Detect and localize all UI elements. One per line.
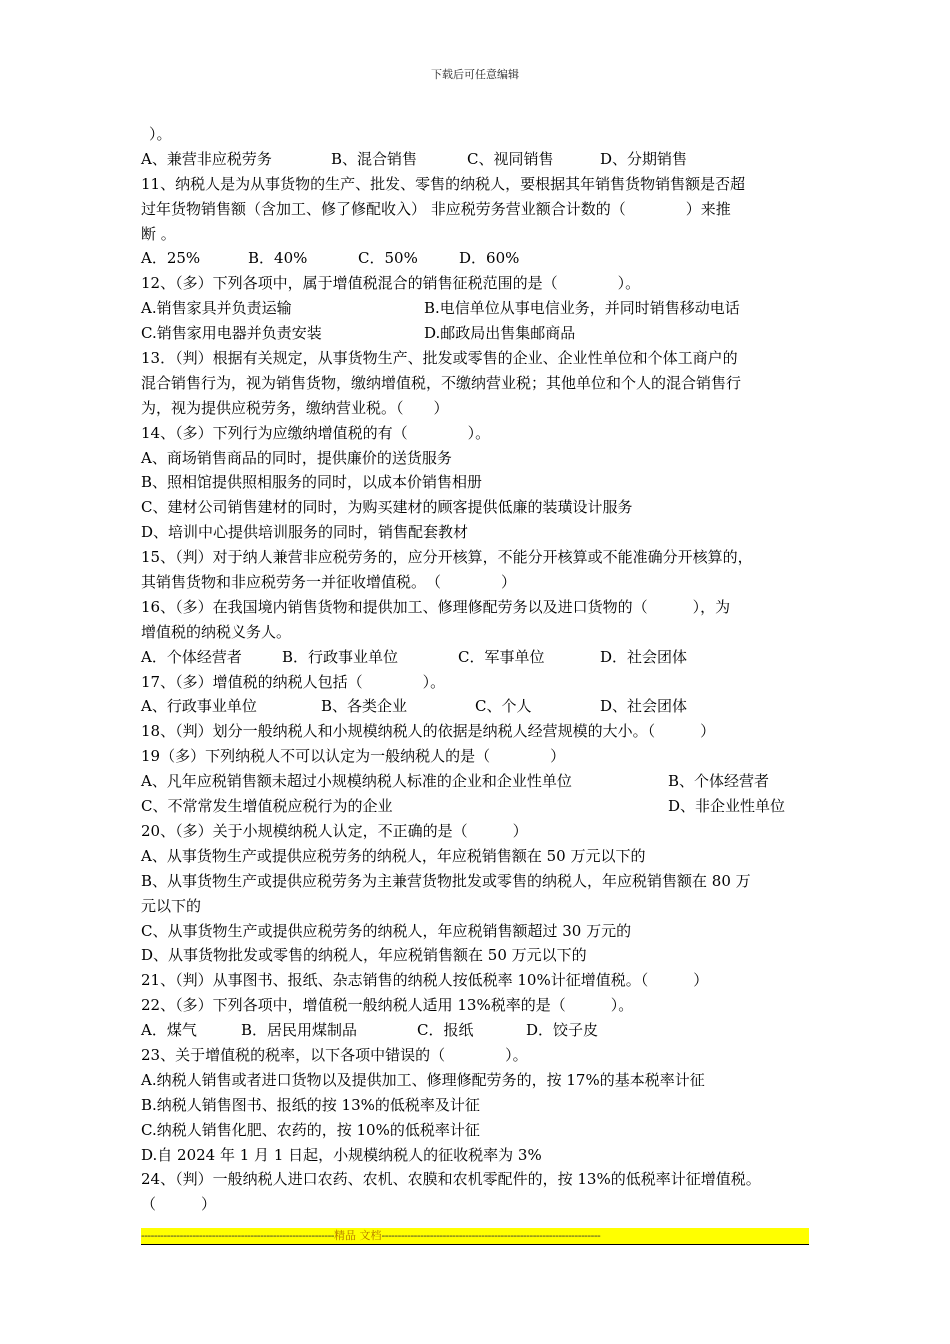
option-d: D．社会团体 (600, 647, 688, 666)
option-c: C.销售家用电器并负责安装 (141, 324, 322, 343)
option-c: C．报纸 (417, 1021, 474, 1040)
question-line: 18、（判）划分一般纳税人和小规模纳税人的依据是纳税人经营规模的大小。（ ） (141, 722, 716, 741)
option-c: C、视同销售 (467, 149, 554, 168)
option-line: C、建材公司销售建材的同时，为购买建材的顾客提供低廉的装璜设计服务 (141, 498, 633, 517)
question-line: 12、（多）下列各项中，属于增值税混合的销售征税范围的是（ ）。 (141, 274, 641, 293)
option-a: A、凡年应税销售额未超过小规模纳税人标准的企业和企业性单位 (141, 772, 572, 791)
option-line: B、从事货物生产或提供应税劳务为主兼营货物批发或零售的纳税人，年应税销售额在 80 万 (141, 871, 751, 890)
option-line: B.纳税人销售图书、报纸的按 13%的低税率及计征 (141, 1095, 480, 1114)
options-row (141, 645, 821, 670)
question-line: 14、（多）下列行为应缴纳增值税的有（ ）。 (141, 423, 491, 442)
options-row (141, 147, 821, 172)
option-a: A、兼营非应税劳务 (141, 149, 272, 168)
question-line: 17、（多）增值税的纳税人包括（ ）。 (141, 672, 446, 691)
option-b: B.电信单位从事电信业务，并同时销售移动电话 (424, 299, 740, 318)
option-b: B．居民用煤制品 (241, 1021, 358, 1040)
option-b: B、个体经营者 (668, 772, 770, 791)
footer-dashes-left: ------------------------------------------------------------ (141, 1229, 335, 1242)
question-line: 过年货物销售额（含加工、修了修配收入） 非应税劳务营业额合计数的（ ）来推 (141, 199, 731, 218)
option-line: A、商场销售商品的同时，提供廉价的送货服务 (141, 448, 452, 467)
option-b: B．行政事业单位 (282, 647, 399, 666)
options-row (141, 694, 821, 719)
question-line: 13．（判）根据有关规定，从事货物生产、批发或零售的企业、企业性单位和个体工商户的 (141, 349, 738, 368)
option-a: A.销售家具并负责运输 (141, 299, 292, 318)
document-body (141, 122, 821, 1217)
options-row (141, 246, 821, 271)
page-header: 下载后可任意编辑 (431, 68, 519, 81)
question-line: 24、（判）一般纳税人进口农药、农机、农膜和农机零配件的，按 13%的低税率计征增值税。 (141, 1170, 761, 1189)
question-line: 22、（多）下列各项中，增值税一般纳税人适用 13%税率的是（ ）。 (141, 996, 634, 1015)
option-a: A．煤气 (141, 1021, 197, 1040)
question-line: 21、（判）从事图书、报纸、杂志销售的纳税人按低税率 10%计征增值税。（ ） (141, 971, 709, 990)
option-c: C．50% (358, 249, 418, 268)
option-b: B．40% (248, 249, 308, 268)
option-b: B、混合销售 (331, 149, 418, 168)
footer-dashes-right: -------------------------------------------------------------------- (381, 1229, 601, 1242)
option-d: D、分期销售 (600, 149, 688, 168)
option-a: A．25% (141, 249, 201, 268)
options-row (141, 794, 821, 819)
option-c: C．军事单位 (458, 647, 545, 666)
question-line: 断 。 (141, 224, 176, 243)
option-c: C、个人 (475, 697, 532, 716)
option-line: D、培训中心提供培训服务的同时，销售配套教材 (141, 523, 469, 542)
option-d: D、非企业性单位 (668, 797, 786, 816)
question-line: 其销售货物和非应税劳务一并征收增值税。 （ ） (141, 573, 517, 592)
options-row (141, 1018, 821, 1043)
option-line: D、从事货物批发或零售的纳税人，年应税销售额在 50 万元以下的 (141, 946, 587, 965)
question-line: 20、（多）关于小规模纳税人认定，不正确的是（ ） (141, 821, 528, 840)
option-b: B、各类企业 (321, 697, 408, 716)
option-d: D．60% (459, 249, 520, 268)
option-line: B、照相馆提供照相服务的同时，以成本价销售相册 (141, 473, 483, 492)
option-line: C.纳税人销售化肥、农药的，按 10%的低税率计征 (141, 1120, 480, 1139)
option-line: A、从事货物生产或提供应税劳务的纳税人，年应税销售额在 50 万元以下的 (141, 846, 646, 865)
question-line: 增值税的纳税义务人。 (141, 622, 292, 641)
option-d: D．饺子皮 (526, 1021, 599, 1040)
question-line: （ ） (141, 1195, 217, 1214)
option-c: C、不常常发生增值税应税行为的企业 (141, 797, 393, 816)
footer-label: 精品 文档 (334, 1229, 382, 1242)
option-line: D.自 2024 年 1 月 1 日起，小规模纳税人的征收税率为 3% (141, 1145, 542, 1164)
options-row (141, 321, 821, 346)
footer-banner (141, 1228, 809, 1245)
question-line: 16、（多）在我国境内销售货物和提供加工、修理修配劳务以及进口货物的（ ），为 (141, 597, 731, 616)
option-line: 元以下的 (141, 896, 202, 915)
text-line: ）。 (149, 125, 172, 143)
question-line: 11、纳税人是为从事货物的生产、批发、零售的纳税人，要根据其年销售货物销售额是否超 (141, 174, 746, 193)
question-line: 为，视为提供应税劳务，缴纳营业税。（ ） (141, 398, 449, 417)
option-a: A、行政事业单位 (141, 697, 257, 716)
options-row (141, 769, 821, 794)
option-line: C、从事货物生产或提供应税劳务的纳税人，年应税销售额超过 30 万元的 (141, 921, 632, 940)
question-line: 23、关于增值税的税率，以下各项中错误的（ ）。 (141, 1045, 528, 1064)
options-row (141, 296, 821, 321)
option-a: A．个体经营者 (141, 647, 242, 666)
question-line: 19（多）下列纳税人不可以认定为一般纳税人的是（ ） (141, 747, 566, 766)
option-line: A.纳税人销售或者进口货物以及提供加工、修理修配劳务的，按 17%的基本税率计征 (141, 1070, 705, 1089)
option-d: D.邮政局出售集邮商品 (424, 324, 576, 343)
question-line: 混合销售行为，视为销售货物，缴纳增值税，不缴纳营业税；其他单位和个人的混合销售行 (141, 373, 742, 392)
question-line: 15、（判）对于纳人兼营非应税劳务的，应分开核算，不能分开核算或不能准确分开核算的， (141, 548, 753, 567)
option-d: D、社会团体 (600, 697, 688, 716)
